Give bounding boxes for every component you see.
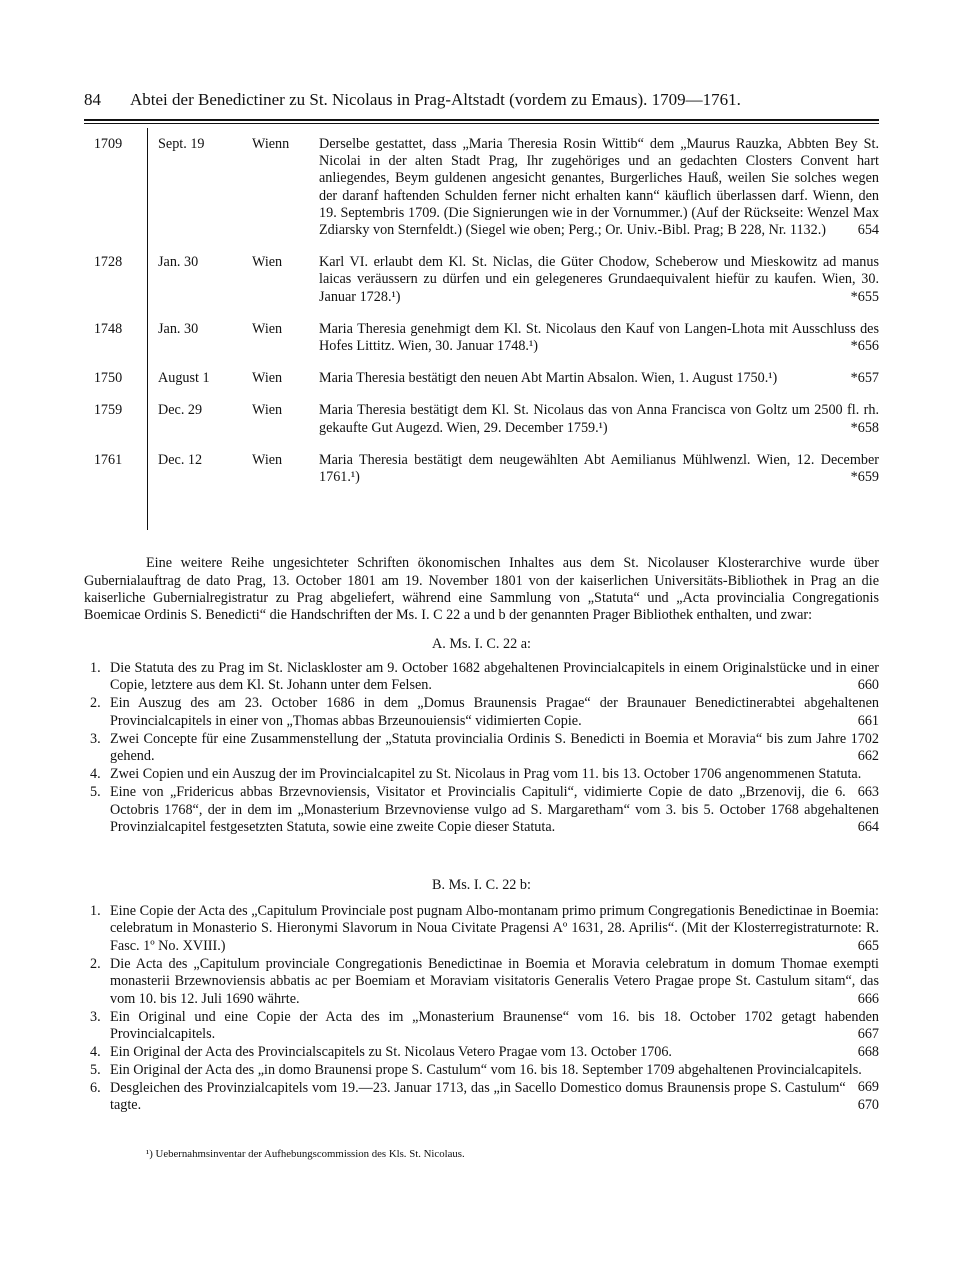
entry-number: *656 <box>850 338 879 355</box>
list-item-ref: 670 <box>857 1097 879 1114</box>
list-item-ref: 660 <box>857 677 879 694</box>
list-item-text: Ein Auszug des am 23. October 1686 in dem „Domus Braunensis Pragae“ der Braunauer Benedictinerabtei abgehaltenen Provincialcapitels in einer von „Thomas abbas Brzeunouiensis“ vidimierten Copie. <box>110 695 879 729</box>
list-item-ref: 669 <box>857 1079 879 1096</box>
entry-body <box>319 246 879 306</box>
entry-number: *658 <box>850 419 879 436</box>
list-item <box>84 784 879 836</box>
list-item-ref: 668 <box>857 1044 879 1061</box>
list-item <box>84 1062 879 1096</box>
entry-text: Karl VI. erlaubt dem Kl. St. Niclas, die Güter Chodow, Scheberow und Mieskowitz ad manus laicas veräussern zu dürfen und ein gelegeneres Grundaequivalent hiefür zu kaufen. Wien, 30. Januar 1728.¹) <box>319 254 879 305</box>
list-item-ref: 662 <box>857 748 879 765</box>
footnote: ¹) Uebernahmsinventar der Aufhebungscommission des Kls. St. Nicolaus. <box>146 1148 465 1160</box>
intro-paragraph: Eine weitere Reihe ungesichteter Schriften ökonomischen Inhaltes aus dem St. Nicolauser Klosterarchive wurde über Gubernialauftrag de dato Prag, 13. October 1801 am 19. November 1801 von der kaiserlichen Universitäts-Bibliothek in Prag an die kaiserliche Gubernialregistratur zu Prag abgeliefert, während eine Sammlung von „Statuta“ und „Acta provincialia Congregationis Boemicae Ordinis S. Benedicti“ die Handschriften der Ms. I. C 22 a und b der genannten Prager Bibliothek enthalten, und zwar: <box>84 555 879 624</box>
list-item-number: 1. <box>90 903 101 919</box>
list-item <box>84 903 879 955</box>
list-item-text: Eine Copie der Acta des „Capitulum Provinciale post pugnam Albo-montanam primo primum Congregationis Benedictinae in Boemia: celebratum in Monasterio S. Hieronymi Slavorum in Noua Civitate Pragensi Aº 1631, 28. Aprilis“. (Mit der Klosterregistraturnote: R. Fasc. 1º No. XVIII.) <box>110 903 879 954</box>
entry-body <box>319 313 879 355</box>
register-entry <box>84 313 879 355</box>
entry-text: Maria Theresia bestätigt den neuen Abt Martin Absalon. Wien, 1. August 1750.¹) <box>319 370 778 387</box>
register-entries <box>84 128 879 493</box>
entry-number: *657 <box>850 370 879 387</box>
entry-place: Wienn <box>252 136 290 152</box>
entry-body <box>319 444 879 486</box>
section-b-list <box>84 903 879 1115</box>
entry-body <box>319 362 879 387</box>
list-item-text: Eine von „Fridericus abbas Brzevnoviensis, Visitator et Provincialis Capituli“, vidimierte Copie de dato „Brzenovij, die 6. Octobris 1768“, der in dem im „Monasterium Brzevnoviense vulgo ad S. Margaretham“ vom 3. bis 5. October 1768 abgehaltenen Provinzialcapitel festgesetzten Statuta, sowie eine zweite Copie dieser Statuta. <box>110 784 879 836</box>
entry-date: Dec. 12 <box>158 451 203 468</box>
entry-year: 1759 <box>93 402 123 419</box>
list-item-number: 4. <box>90 766 101 783</box>
list-item-ref: 663 <box>857 783 879 800</box>
list-item <box>84 660 879 695</box>
list-item <box>84 731 879 766</box>
entry-text: Maria Theresia genehmigt dem Kl. St. Nicolaus den Kauf von Langen-Lhota mit Ausschluss des Hofes Littitz. Wien, 30. Januar 1748.¹) <box>319 320 879 355</box>
list-item-text: Ein Original der Acta des „in domo Braunensi prope S. Castulum“ vom 16. bis 18. September 1709 abgehaltenen Provincialcapitels. <box>110 1062 862 1079</box>
entry-number: *655 <box>850 288 879 305</box>
list-item-text: Ein Original der Acta des Provincialscapitels zu St. Nicolaus Vetero Pragae vom 13. October 1706. <box>110 1044 672 1061</box>
entry-text: Derselbe gestattet, dass „Maria Theresia Rosin Wittib“ dem „Maurus Rauzka, Abbten Bey St. Nicolai in der alten Stadt Prag, Ihr zugehöriges und an gedachten Closters Convent hart anliegendes, Beym guldenen angesicht genantes, Burgerliches Hauß, weilen Sie solches wegen der daranf haftenden Schulden ferner nicht erhalten kann“ käuflich überlassen darf. Wienn, den 19. Septembris 1709. (Die Signierungen wie in der Vornummer.) (Auf der Rückseite: Wenzel Max Zdiarsky von Sternfeldt.) (Siegel wie oben; Perg.; Or. Univ.-Bibl. Prag; B 228, Nr. 1132.) <box>319 136 879 239</box>
list-item-ref: 666 <box>857 990 879 1007</box>
entry-date: Dec. 29 <box>158 402 203 419</box>
entry-date: Jan. 30 <box>158 320 199 337</box>
entry-number: 654 <box>857 222 879 239</box>
list-item <box>84 956 879 1008</box>
list-item <box>84 695 879 730</box>
list-item-text: Die Statuta des zu Prag im St. Niclaskloster am 9. October 1682 abgehaltenen Provincialcapitels in einem Originalstücke und in einer Copie, letztere aus dem Kl. St. Johann unter dem Felsen. <box>110 660 879 694</box>
entry-body <box>319 128 879 239</box>
list-item-number: 5. <box>90 784 101 801</box>
entry-text: Maria Theresia bestätigt dem neugewählten Abt Aemilianus Mühlwenzl. Wien, 12. December 1761.¹) <box>319 451 879 486</box>
entry-date: Sept. 19 <box>158 136 205 152</box>
entry-year: 1728 <box>93 254 123 271</box>
running-header-title: Abtei der Benedictiner zu St. Nicolaus in Prag-Altstadt (vordem zu Emaus). 1709—1761. <box>130 90 741 109</box>
register-entry <box>84 394 879 436</box>
entry-year: 1748 <box>93 320 123 337</box>
entry-date: Jan. 30 <box>158 254 199 271</box>
list-item-number: 1. <box>90 660 101 676</box>
entry-place: Wien <box>252 254 283 271</box>
list-item-number: 3. <box>90 730 101 747</box>
list-item-number: 2. <box>90 955 101 972</box>
register-entry <box>84 362 879 387</box>
register-entry <box>84 444 879 486</box>
list-item-number: 2. <box>90 695 101 712</box>
entry-place: Wien <box>252 370 283 387</box>
list-item <box>84 1044 879 1061</box>
entry-place: Wien <box>252 451 283 468</box>
list-item-text: Die Acta des „Capitulum provinciale Congregationis Benedictinae in Boemia et Moravia celebratum in domum Thomae exempti monasterii Brzewnoviensis abbatis ac per Boemiam et Moraviam visitatoris Generalis Vetero Pragae prope St. Castulum sitam“, das vom 10. bis 12. Juli 1690 währte. <box>110 955 879 1007</box>
header-rule-thin <box>84 123 879 124</box>
entry-place: Wien <box>252 320 283 337</box>
entry-body <box>319 394 879 436</box>
section-a-list <box>84 660 879 837</box>
entry-year: 1761 <box>93 451 123 468</box>
section-b-heading: B. Ms. I. C. 22 b: <box>432 877 531 893</box>
list-item-text: Zwei Concepte für eine Zusammenstellung der „Statuta provincialia Ordinis S. Benedicti in Boemia et Moravia“ bis zum Jahre 1702 gehend. <box>110 730 879 765</box>
register-entry <box>84 246 879 306</box>
list-item <box>84 766 879 800</box>
entry-number: *659 <box>850 469 879 486</box>
entry-place: Wien <box>252 402 283 419</box>
list-item-text: Ein Original und eine Copie der Acta des im „Monasterium Braunense“ vom 16. bis 18. October 1702 getagt habenden Provincialcapitels. <box>110 1008 879 1043</box>
section-a-heading: A. Ms. I. C. 22 a: <box>432 636 531 652</box>
list-item-number: 6. <box>90 1080 101 1097</box>
list-item-number: 3. <box>90 1008 101 1025</box>
list-item-ref: 664 <box>857 819 879 836</box>
entry-date: August 1 <box>158 370 210 387</box>
list-item <box>84 1009 879 1044</box>
list-item-text: Zwei Copien und ein Auszug der im Provincialcapitel zu St. Nicolaus in Prag vom 11. bis 13. October 1706 angenommenen Statuta. <box>110 766 862 783</box>
list-item <box>84 1080 879 1115</box>
entry-year: 1709 <box>93 136 123 152</box>
list-item-number: 4. <box>90 1044 101 1061</box>
register-entry <box>84 128 879 239</box>
list-item-text: Desgleichen des Provinzialcapitels vom 19.—23. Januar 1713, das „in Sacello Domestico domus Braunensis prope S. Castulum“ tagte. <box>110 1080 846 1114</box>
entry-text: Maria Theresia bestätigt dem Kl. St. Nicolaus das von Anna Francisca von Goltz um 2500 fl. rh. gekaufte Gut Augezd. Wien, 29. December 1759.¹) <box>319 402 879 436</box>
list-item-ref: 661 <box>857 712 879 729</box>
list-item-ref: 665 <box>857 937 879 954</box>
list-item-number: 5. <box>90 1062 101 1079</box>
entry-year: 1750 <box>93 370 123 387</box>
page-number: 84 <box>84 90 101 109</box>
header-rule-thick <box>84 119 879 121</box>
list-item-ref: 667 <box>857 1026 879 1043</box>
